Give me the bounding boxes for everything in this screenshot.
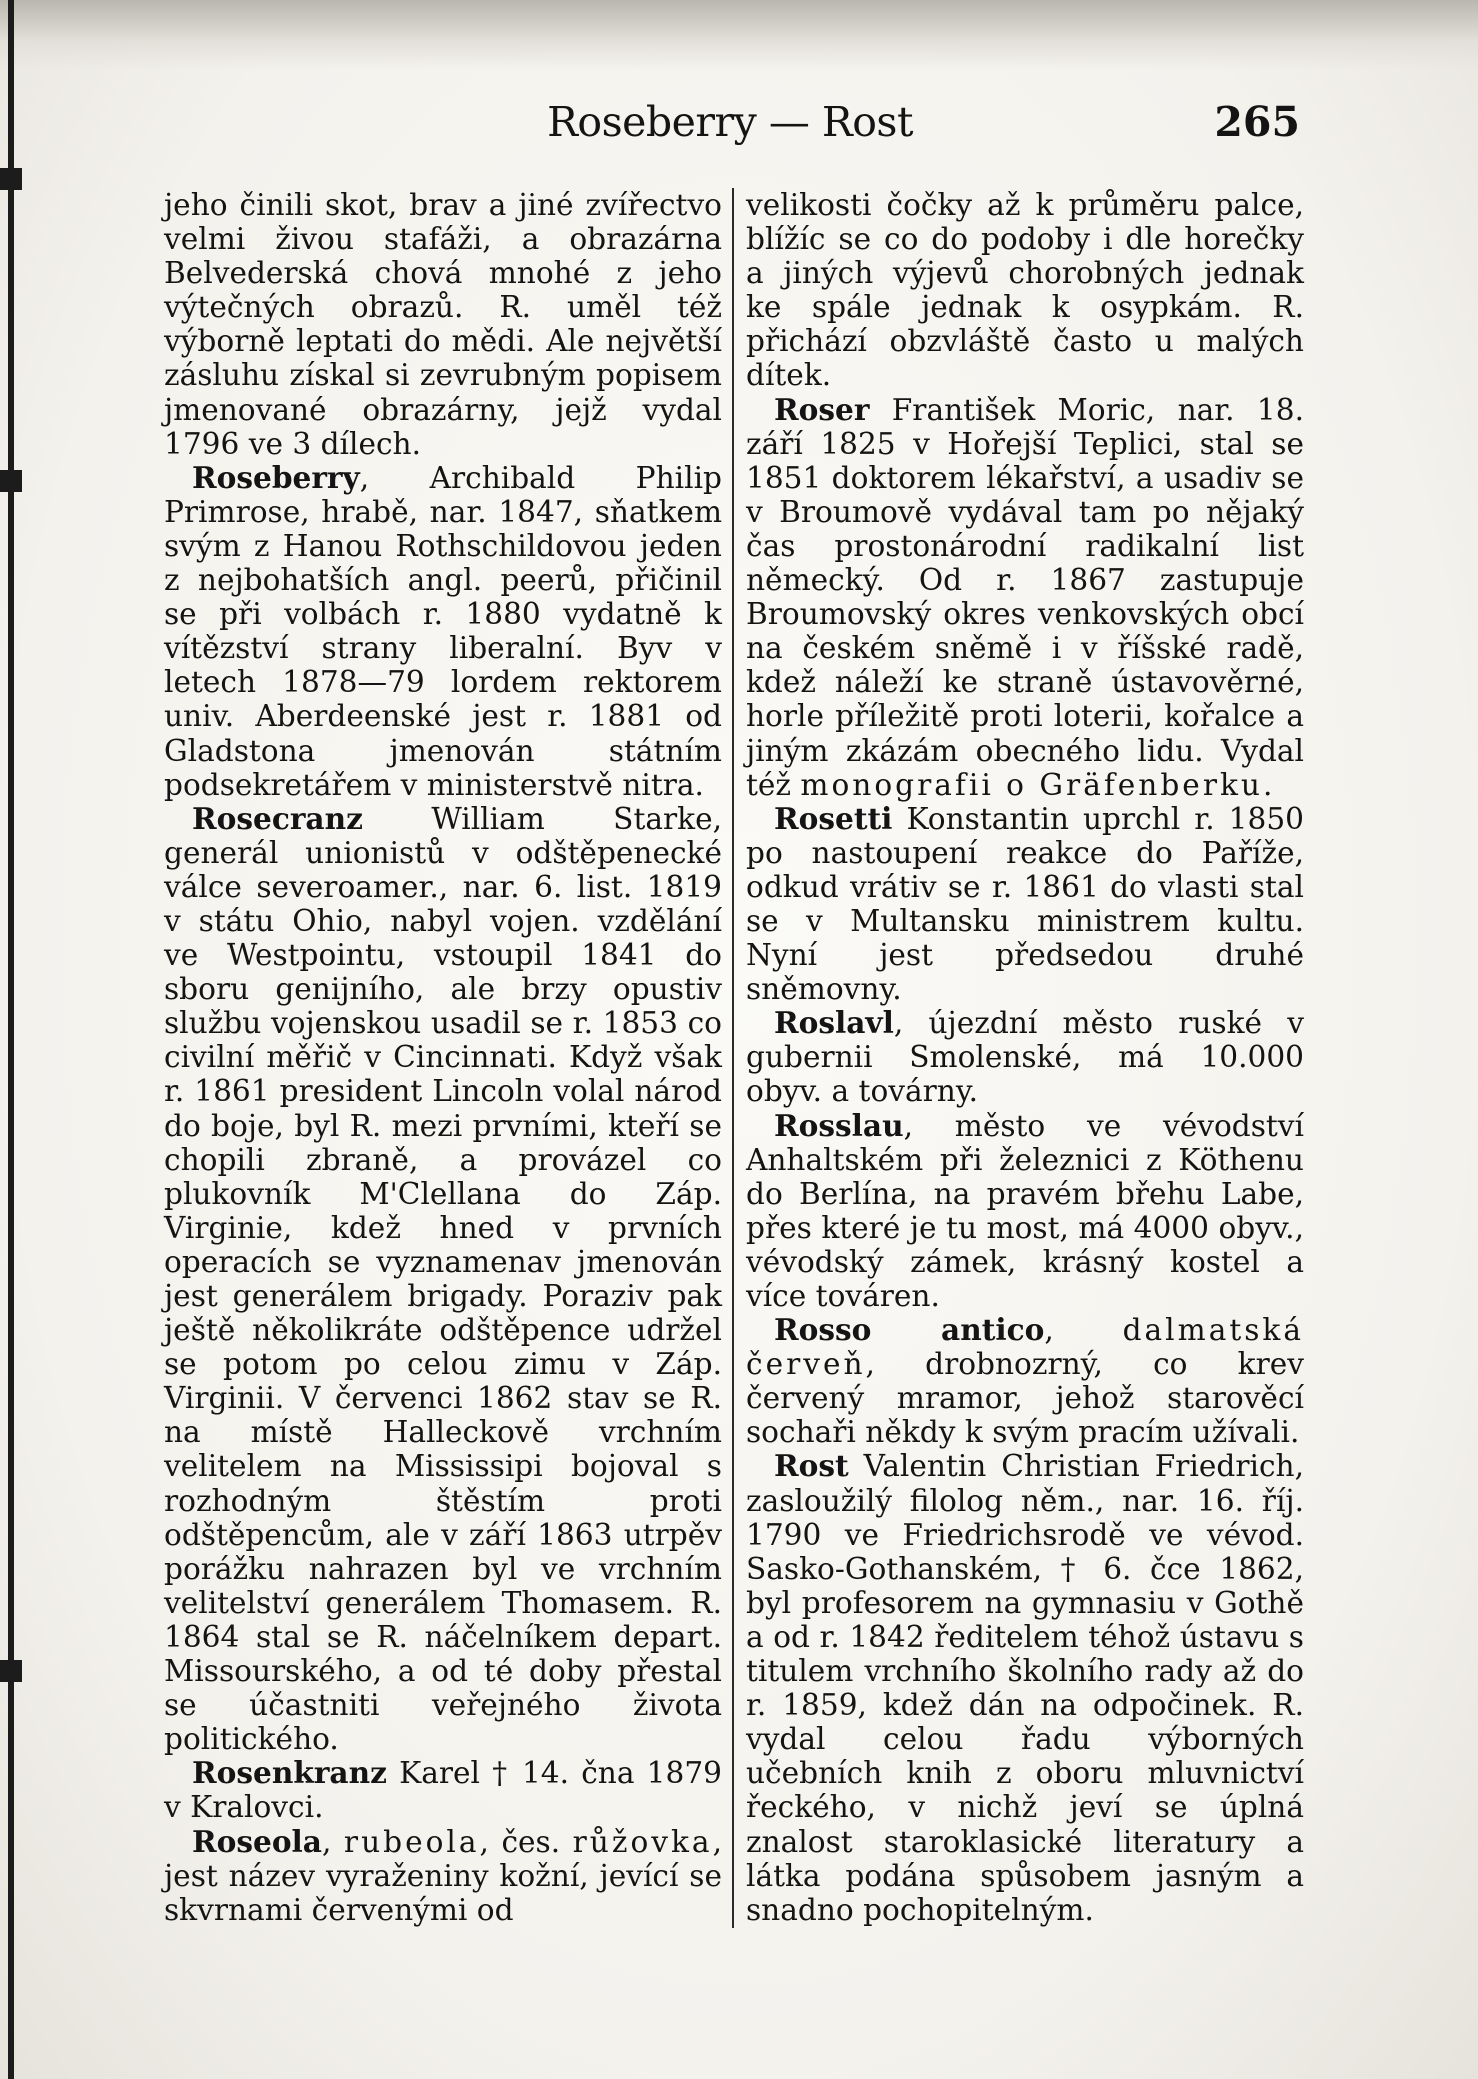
spaced-term: růžovka xyxy=(572,1824,713,1859)
entry-text: , město ve vévodství Anhaltském při železnici z Köthenu do Berlína, na pravém břehu Labe, přes které je tu most, má 4000 obyv., vévodský zámek, krásný kostel a více továren. xyxy=(746,1108,1304,1313)
left-column xyxy=(164,188,722,1927)
entry-roslavl xyxy=(746,1006,1304,1108)
entry-text: Konstantin uprchl r. 1850 po nastoupení reakce do Paříže, odkud vrátiv se r. 1861 do vlasti stal se v Multansku ministrem kultu. Nyní jest předsedou druhé sněmovny. xyxy=(746,801,1304,1007)
column-divider xyxy=(732,188,734,1928)
entry-text: Karel † 14. čna 1879 v Kralovci. xyxy=(164,1756,722,1825)
entry-rosetti xyxy=(746,802,1304,1007)
continued-text: jeho činili skot, brav a jiné zvířectvo velmi živou stafáži, a obrazárna Belvederská chová mnohé z jeho výtečných obrazů. R. uměl též výborně leptati do mědi. Ale největší zásluhu získal si zevrubným popisem jmenované obrazárny, jejž vydal 1796 ve 3 dílech. xyxy=(164,188,722,461)
headword: Rosenkranz xyxy=(192,1755,387,1791)
headword: Rosso antico xyxy=(774,1312,1045,1348)
entry-text: Valentin Christian Friedrich, zasloužilý filolog něm., nar. 16. říj. 1790 ve Friedrichsrodě ve vévod. Sasko-Gothanském, † 6. čce 1862, byl profesorem na gymnasiu v Gothě a od r. 1842 ředitelem téhož ústavu s titulem vrchního školního rady až do r. 1859, kdež dán na odpočinek. R. vydal celou řadu výborných učebních knih z oboru mluvnictví řeckého, v nichž jeví se úplná znalost staroklasické literatury a látka podána spůsobem jasným a snadno pochopitelným. xyxy=(746,1449,1304,1927)
spaced-term: rubeola xyxy=(343,1824,480,1859)
page-header xyxy=(160,98,1300,158)
entry-roser xyxy=(746,393,1304,802)
entry-text: , drobnozrný, co krev červený mramor, jehož starověcí sochaři někdy k svým pracím užívali. xyxy=(746,1347,1304,1450)
headword: Rosetti xyxy=(774,800,893,836)
entry-text: , xyxy=(1044,1313,1123,1348)
running-title: Roseberry — Rost xyxy=(547,98,913,146)
spaced-term: monografii o Gräfenberku xyxy=(800,767,1263,802)
entry-text: . xyxy=(1262,767,1273,802)
continued-text: velikosti čočky až k průměru palce, blížíc se co do podoby i dle horečky a jiných výjevů chorobných jednak ke spále jednak k osypkám. R. přichází obzvláště často u malých dítek. xyxy=(746,188,1304,393)
spaced-term: dalmatská červeň xyxy=(746,1313,1304,1382)
entry-text: , xyxy=(321,1824,344,1859)
entry-text: , čes. xyxy=(479,1824,573,1859)
page-top-shadow xyxy=(0,0,1478,70)
headword: Roseberry xyxy=(192,459,360,495)
entry-text: František Moric, nar. 18. září 1825 v Hořejší Teplici, stal se 1851 doktorem lékařství, a usadiv se v Broumově vydával tam po nějaký čas prostonárodní radikalní list německý. Od r. 1867 zastupuje Broumovský okres venkovských obcí na českém sněmě i v říšské radě, kdež náleží ke straně ústavověrné, horle příležitě proti loterii, kořalce a jiným zkázám obecného lidu. Vydal též xyxy=(746,392,1304,802)
entry-rosecranz xyxy=(164,802,722,1757)
headword: Roslavl xyxy=(774,1005,894,1041)
headword: Rosslau xyxy=(774,1107,904,1143)
binding-mark xyxy=(0,470,22,492)
right-column xyxy=(746,188,1304,1927)
headword: Roseola xyxy=(192,1823,322,1859)
entry-rosso-antico xyxy=(746,1313,1304,1449)
headword: Roser xyxy=(774,391,870,427)
entry-roseola xyxy=(164,1825,722,1927)
entry-rost xyxy=(746,1449,1304,1926)
entry-text: , újezdní město ruské v gubernii Smolenské, má 10.000 obyv. a továrny. xyxy=(746,1006,1304,1109)
entry-text: , Archibald Philip Primrose, hrabě, nar. 1847, sňatkem svým z Hanou Rothschildovou jeden z nejbohatších angl. peerů, přičinil se při volbách r. 1880 vydatně k vítězství strany liberalní. Byv v letech 1878—79 lordem rektorem univ. Aberdeenské jest r. 1881 od Gladstona jmenován státním podsekretářem v ministerstvě nitra. xyxy=(164,460,722,802)
entry-text: , jest název vyraženiny kožní, jevící se skvrnami červenými od xyxy=(164,1824,722,1927)
entry-rosenkranz xyxy=(164,1756,722,1824)
binding-edge xyxy=(8,0,14,2079)
binding-mark xyxy=(0,168,22,190)
page-number: 265 xyxy=(1214,98,1300,146)
binding-mark xyxy=(0,1660,22,1682)
entry-text: William Starke, generál unionistů v odštěpenecké válce severoamer., nar. 6. list. 1819 v státu Ohio, nabyl vojen. vzdělání ve Westpointu, vstoupil 1841 do sboru genijního, ale brzy opustiv službu vojenskou usadil se r. 1853 co civilní měřič v Cincinnati. Když však r. 1861 president Lincoln volal národ do boje, byl R. mezi prvními, kteří se chopili zbraně, a provázel co plukovník M'Clellana do Záp. Virginie, kdež hned v prvních operacích se vyznamenav jmenován jest generálem brigady. Poraziv pak ještě několikráte odštěpence udržel se potom po celou zimu v Záp. Virginii. V červenci 1862 stav se R. na místě Halleckově vrchním velitelem na Mississipi bojoval s rozhodným štěstím proti odštěpencům, ale v září 1863 utrpěv porážku nahrazen byl ve vrchním velitelství generálem Thomasem. R. 1864 stal se R. náčelníkem depart. Missourského, a od té doby přestal se účastniti veřejného života politického. xyxy=(164,801,722,1757)
headword: Rost xyxy=(774,1448,849,1484)
headword: Rosecranz xyxy=(192,800,363,836)
entry-rosslau xyxy=(746,1109,1304,1314)
entry-roseberry xyxy=(164,461,722,802)
